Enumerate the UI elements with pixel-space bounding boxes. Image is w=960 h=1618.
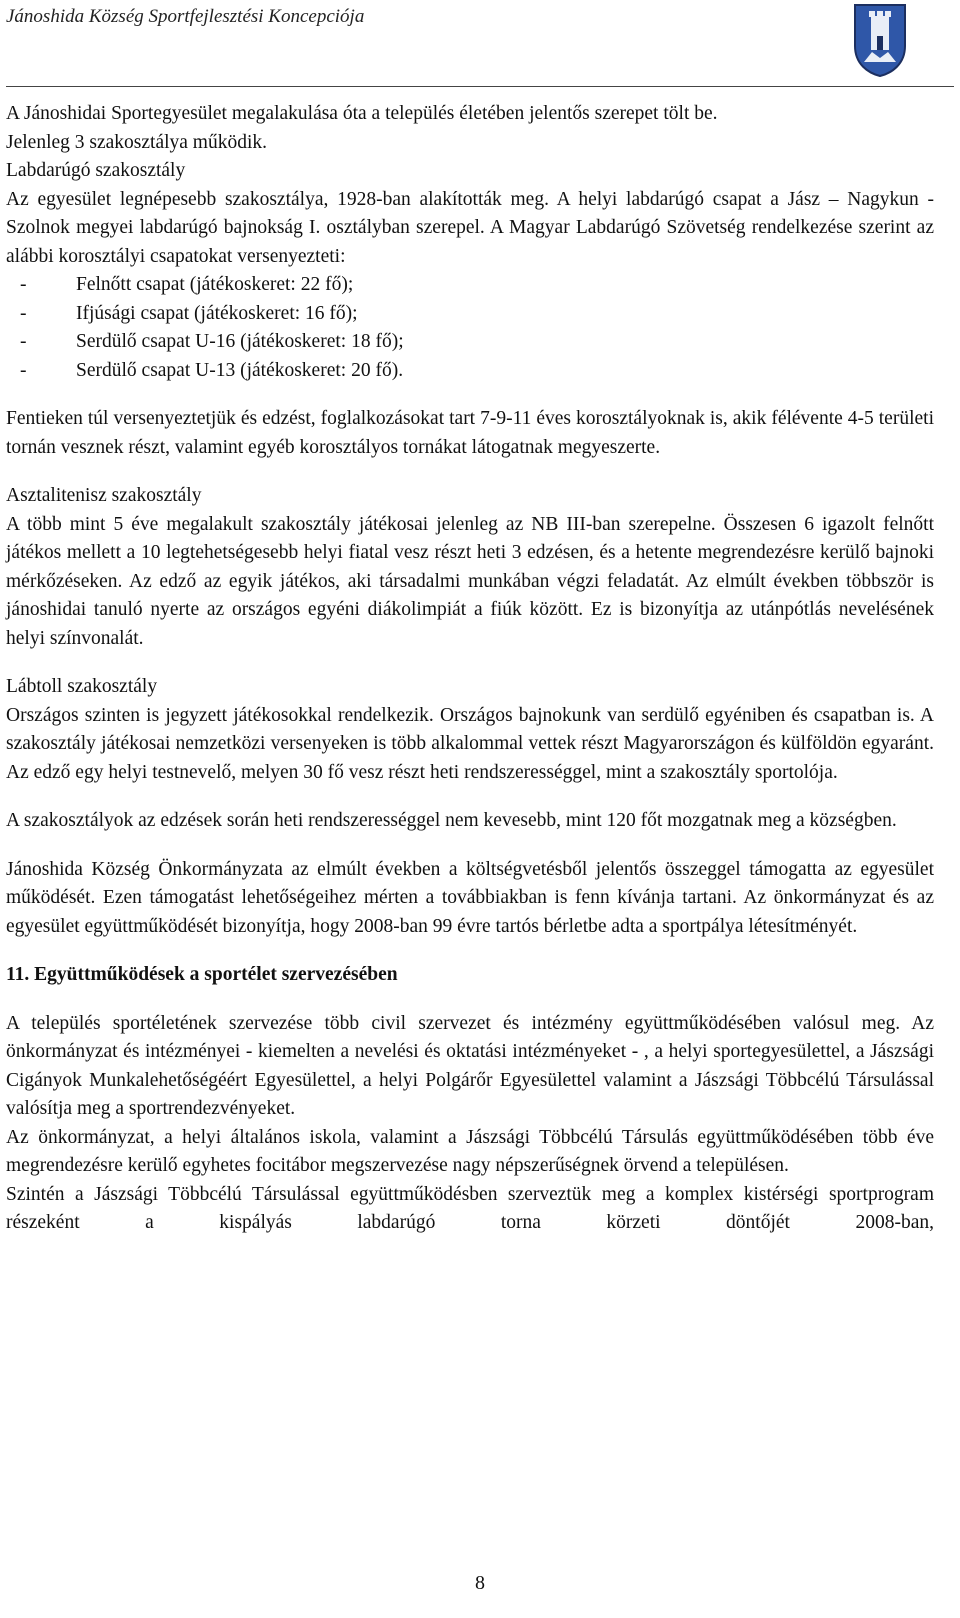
coat-of-arms-icon <box>852 2 908 78</box>
list-item <box>6 300 934 329</box>
list-item <box>6 328 934 357</box>
list-item <box>6 271 934 300</box>
page-header <box>6 0 954 92</box>
list-item-text: Felnőtt csapat (játékoskeret: 22 fő); <box>76 274 354 295</box>
cooperation-paragraph: A település sportéletének szervezése több civil szervezet és intézmény együttműködésében valósul meg. Az önkormányzat és intézményei - kiemelten a nevelési és oktatási intézményeket - , a helyi sportegyesülettel, a Jászsági Cigányok Munkalehetőségéért Egyesülettel, a helyi Polgárőr Egyesülettel valamint a Jászsági Többcélú Társulással valósítja meg a sportrendezvényeket. <box>6 1012 934 1119</box>
list-item-text: Serdülő csapat U-13 (játékoskeret: 20 fő). <box>76 359 404 381</box>
document-body <box>6 100 934 1238</box>
list-item <box>6 357 934 386</box>
page-number: 8 <box>475 1572 485 1594</box>
header-title: Jánoshida Község Sportfejlesztési Koncepciója <box>6 6 365 27</box>
football-camp-paragraph: Az önkormányzat, a helyi általános iskola, valamint a Jászsági Többcélú Társulás együttműködésében több éve megrendezésre kerülő egyhetes focitábor megszervezése nagy népszerűségnek örvend a településen. <box>6 1126 934 1176</box>
support-paragraph: Jánoshida Község Önkormányzata az elmúlt években a költségvetésből jelentős összeggel támogatta az egyesület működését. Ezen támogatást lehetőségeihez mérten a továbbiakban is fenn kívánja tartani. Az önkormányzat és az egyesület együttműködését bizonyítja, hogy 2008-ban 99 évre tartós bérletbe adta a sportpálya létesítményét. <box>6 858 934 937</box>
list-dash: - <box>20 331 27 352</box>
table-tennis-text: A több mint 5 éve megalakult szakosztály játékosai jelenleg az NB III-ban szerepelne. Összesen 6 igazolt felnőtt játékos mellett a 10 legtehetségesebb helyi fiatal vesz részt heti 3 edzésen, és a hetente megrendezésre kerülő bajnoki mérkőzéseken. Az edző az egyik játékos, aki társadalmi munkában végzi feladatát. Az elmúlt években többször is jánoshidai tanuló nyerte az országos egyéni diákolimpiát a fiúk között. Ez is bizonyítja az utánpótlás nevelésének helyi színvonalát. <box>6 513 934 649</box>
list-item-text: Serdülő csapat U-16 (játékoskeret: 18 fő); <box>76 331 404 352</box>
section-heading: 11. Együttműködések a sportélet szervezésében <box>6 964 398 985</box>
shuttlecock-text: Országos szinten is jegyzett játékosokkal rendelkezik. Országos bajnokunk van serdülő egyéniben és csapatban is. A szakosztály játékosai nemzetközi versenyeken is több alkalommal vettek részt Magyarországon és külföldön egyaránt. Az edző egy helyi testnevelő, melyen 30 fő vesz részt heti rendszerességgel, mint a szakosztály sportolója. <box>6 704 934 783</box>
table-tennis-heading: Asztalitenisz szakosztály <box>6 485 202 506</box>
football-heading: Labdarúgó szakosztály <box>6 160 186 181</box>
list-dash: - <box>20 302 27 324</box>
intro-paragraph-2: Jelenleg 3 szakosztálya működik. <box>6 131 268 153</box>
list-item-text: Ifjúsági csapat (játékoskeret: 16 fő); <box>76 302 358 324</box>
tournament-paragraph: Szintén a Jászsági Többcélú Társulással együttműködésben szerveztük meg a komplex kistérségi sportprogram részeként a kispályás labdarúgó torna körzeti döntőjét 2008-ban, <box>6 1183 934 1233</box>
shuttlecock-heading: Lábtoll szakosztály <box>6 676 158 697</box>
list-dash: - <box>20 274 27 295</box>
list-dash: - <box>20 359 27 381</box>
youth-paragraph: Fentieken túl versenyeztetjük és edzést, foglalkozásokat tart 7-9-11 éves korosztályoknak is, akik félévente 4-5 területi tornán vesznek részt, valamint egyéb korosztályos tornákat látogatnak megyeszerte. <box>6 408 934 458</box>
intro-paragraph: A Jánoshidai Sportegyesület megalakulása óta a település életében jelentős szerepet tölt be. <box>6 103 718 124</box>
team-list <box>6 271 934 385</box>
header-divider <box>6 86 954 87</box>
weekly-paragraph: A szakosztályok az edzések során heti rendszerességgel nem kevesebb, mint 120 főt mozgatnak meg a községben. <box>6 810 897 831</box>
football-text: Az egyesület legnépesebb szakosztálya, 1928-ban alakították meg. A helyi labdarúgó csapat a Jász – Nagykun - Szolnok megyei labdarúgó bajnokság I. osztályban szerepel. A Magyar Labdarúgó Szövetség rendelkezése szerint az alábbi korosztályi csapatokat versenyezteti: <box>6 188 934 267</box>
